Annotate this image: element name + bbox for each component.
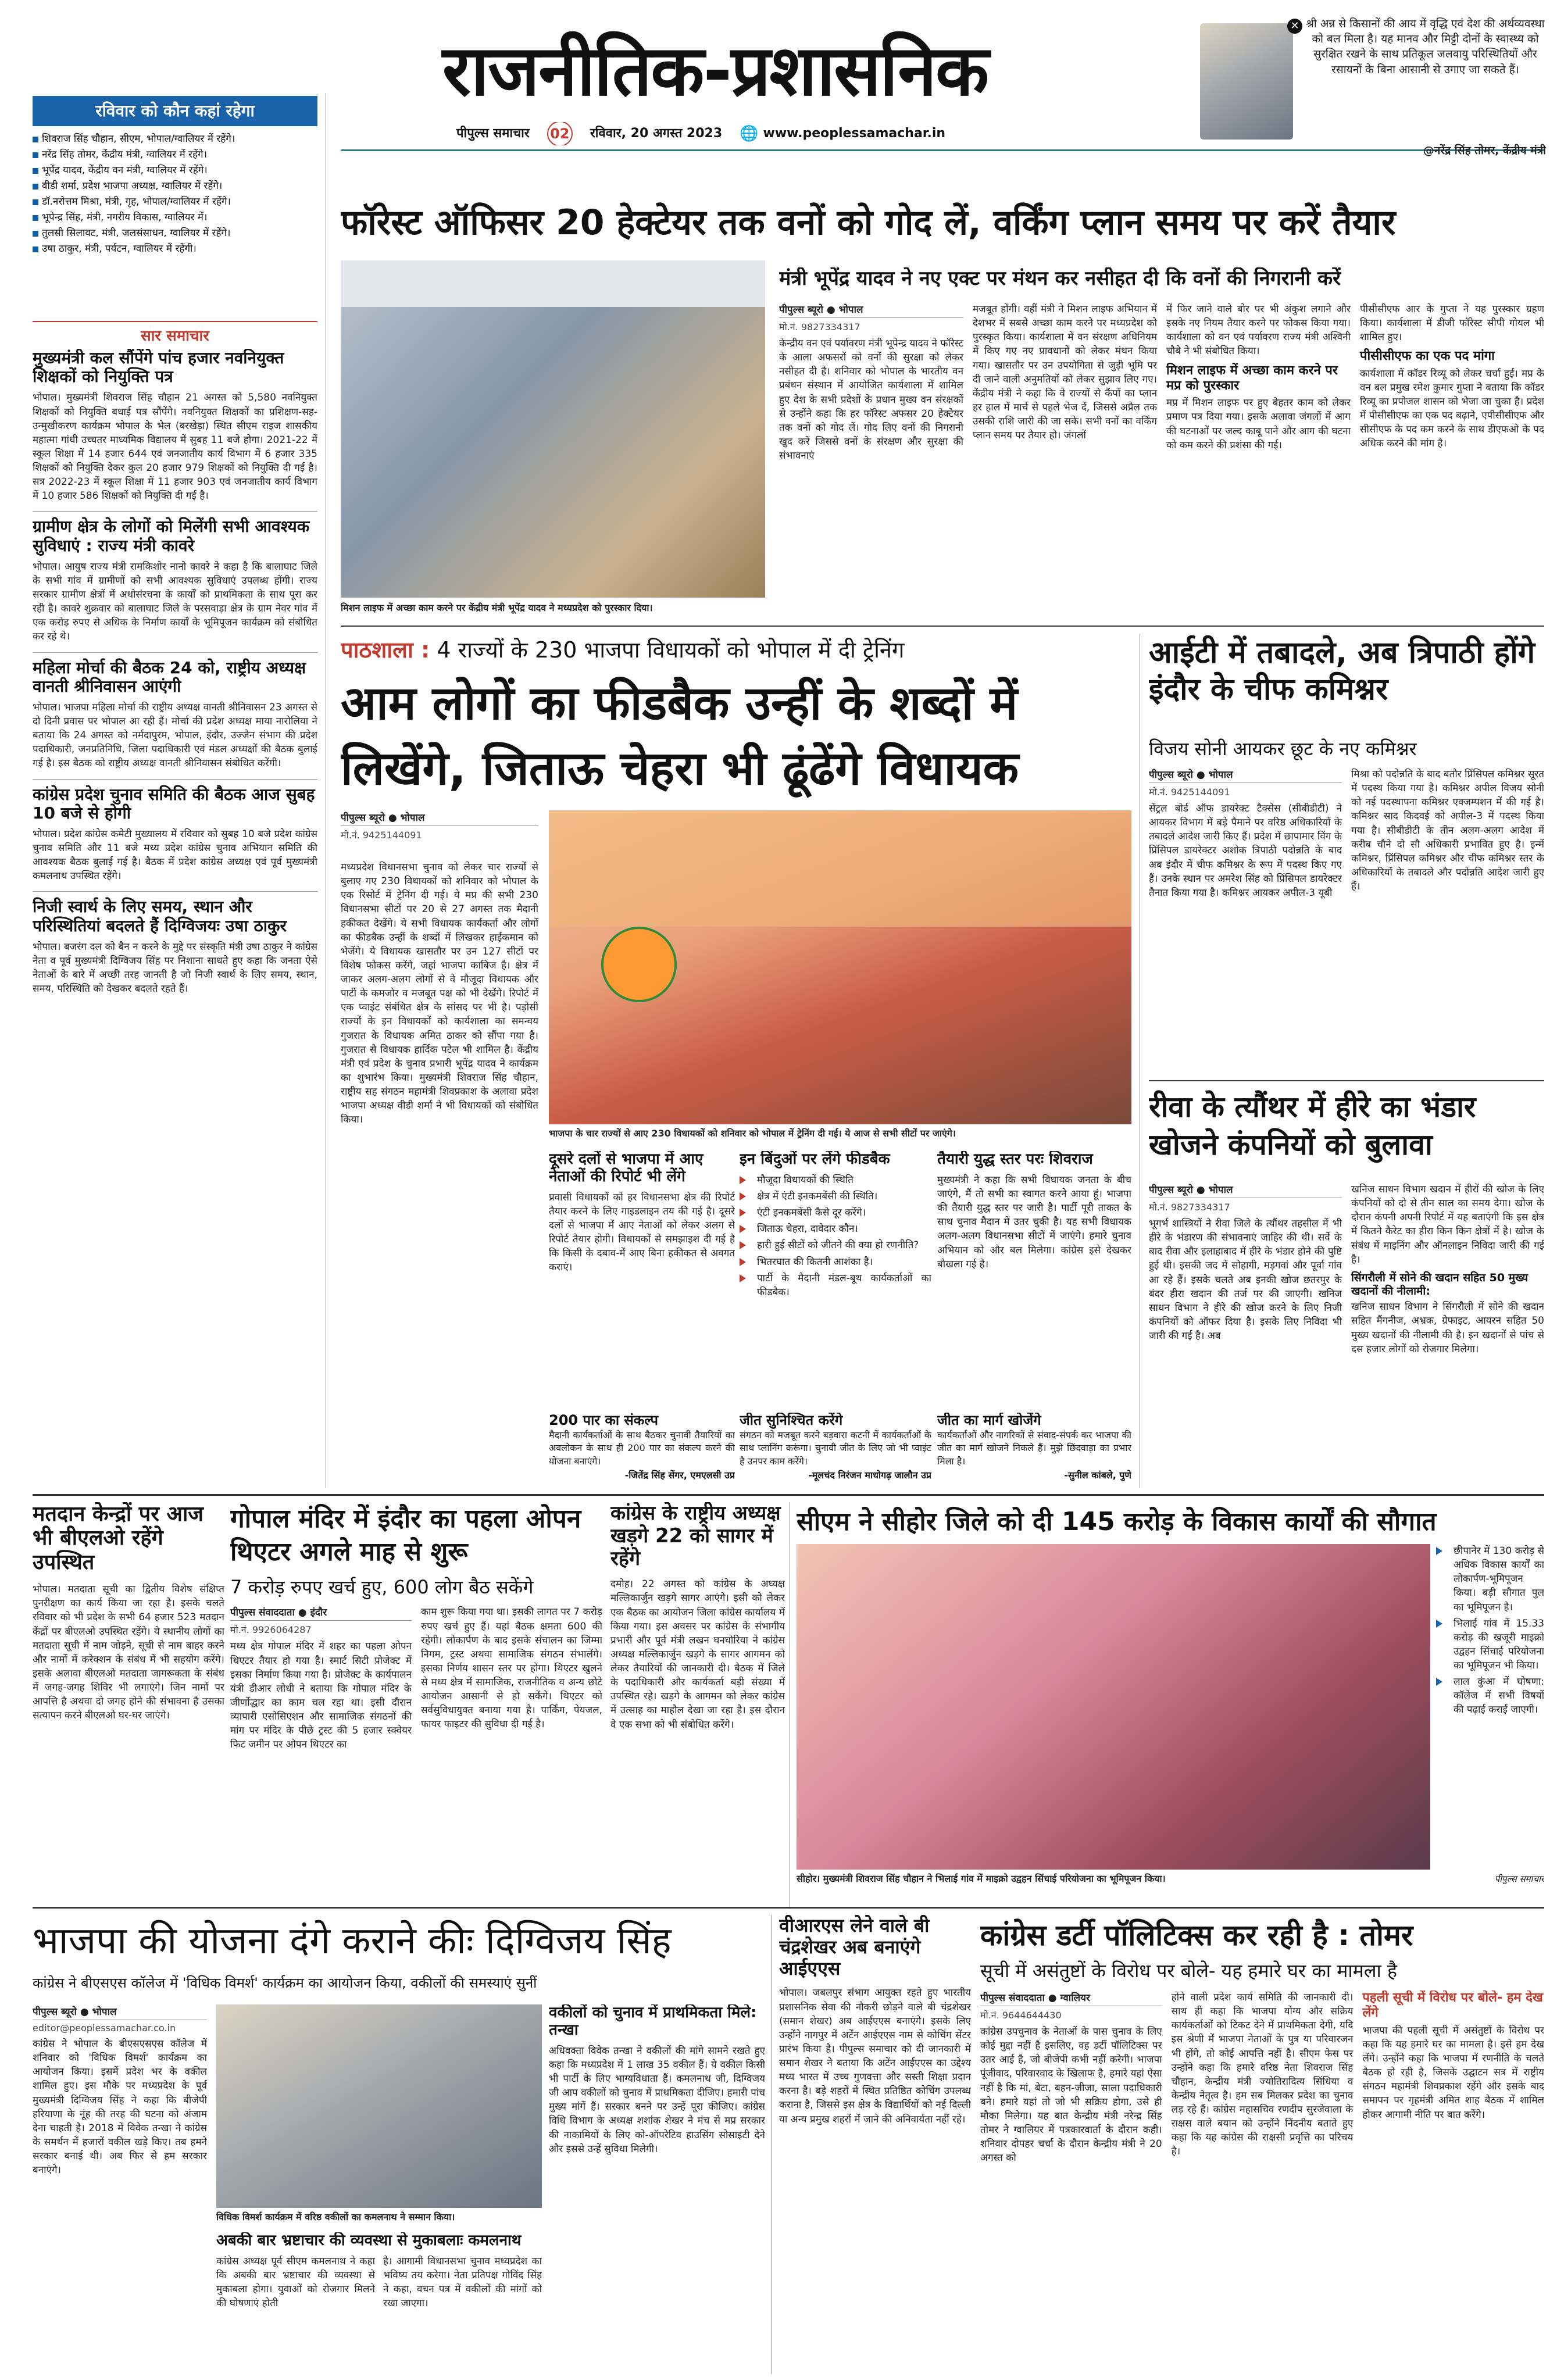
tomar-body (980, 1991, 1544, 2377)
training-kicker-line (341, 632, 1131, 667)
tomar-subsection-head: पहली सूची में विरोध पर बोले- हम देख लेंगे (1362, 1991, 1543, 2021)
training-kicker: पाठशाला : (341, 637, 430, 663)
box-body: प्रवासी विधायकों को हर विधानसभा क्षेत्र की रिपोर्ट तैयार करने के लिए गाइडलाइन तय की गई है। दूसरे दलों से भाजपा में आए नेताओं को लेकर अलग से रिपोर्ट तैयार होगी। विधायकों से समझाइश दी गई है कि किसी के दबाव-में आए बिना हकीकत से अवगत कराएं। (549, 1191, 735, 1274)
training-box-reports (549, 1151, 735, 1413)
training-mobile: मो.नं. 9425144091 (341, 830, 422, 841)
it-text-2: मिश्रा को पदोन्नति के बाद बतौर प्रिंसिपल कमिश्नर सूरत में पदस्थ किया गया है। कमिश्नर अपील विजय सोनी को नई पदस्थापना कमिश्नर एक्जम्पशन में की गई है। कमिश्नर साद किदवई को अपील-3 में पदस्थ किया गया है। सीबीडीटी के तीन अलग-अलग आदेश में करीब चौने दो सौ अधिकारी प्रभावित हुए है। इन्में कमिश्नर, प्रिंसिपल कमिश्नर और चीफ कमिश्नर स्तर के अधिकारियों के तबादले और पदोन्नति आदेश जारी हुए हैं। (1351, 769, 1544, 892)
quote-box (1200, 12, 1549, 163)
training-box-shivraj (937, 1151, 1131, 1413)
sidebar-where-title: रविवार को कौन कहां रहेगा (95, 101, 255, 120)
list-item: जिताऊ चेहरा, दावेदार कौन। (740, 1222, 931, 1236)
sehore-photo-credit: पीपुल्स समाचार (1494, 1874, 1544, 1884)
forest-col-3 (1166, 302, 1351, 619)
diamond-col-1 (1149, 1182, 1342, 1488)
digvijay-byline: पीपुल्स ब्यूरो ● भोपाल (33, 2004, 207, 2020)
list-item: तुलसी सिलावट, मंत्री, जलसंसाधन, ग्वालियर में रहेंगे। (33, 227, 317, 240)
diamond-mobile: मो.नं. 9827334317 (1149, 1202, 1230, 1213)
it-body (1149, 767, 1544, 1070)
arrow-bullet-icon (740, 1258, 752, 1266)
it-col-1 (1149, 767, 1342, 1070)
list-item: लाल कुंआ में घोषणा: कॉलेज में सभी विषयों की पढ़ाई कराई जाएगी। (1436, 1675, 1544, 1717)
forest-photo-caption: मिशन लाइफ में अच्छा काम करने पर केंद्रीय मंत्री भूपेंद्र यादव ने मध्यप्रदेश को पुरस्कार दिया। (341, 602, 653, 613)
tomar-col-3 (1362, 1991, 1544, 2377)
photo-backdrop (341, 260, 765, 307)
tomar-text-1: कांग्रेस उपचुनाव के नेताओं के पास चुनाव के लिए कोई मुद्दा नहीं है इसलिए, वह डर्टी पॉलिटिक्स पर उतर आई है, जो बीजेपी कभी नहीं करेगी। भाजपा पूंजीवाद, परिवारवाद के खिलाफ है, हमारे यहां ऐसा नहीं है कि मां, बेटा, बहन-जीजा, साला पदाधिकारी बने। हमारे यहां तो जो भी सक्रिय होगा, उसे ही मौका मिलेगा। यह बात केन्द्रीय मंत्री नरेन्द्र सिंह तोमर ने ग्वालियर में पत्रकारवार्ता के दौरान कही। शनिवार दोपहर चर्चा के दौरान केन्द्रीय मंत्री ने 20 अगस्त को (980, 2026, 1162, 2164)
news-item (33, 349, 317, 503)
kharge-body: दमोह। 22 अगस्त को कांग्रेस के अध्यक्ष मल्लिकार्जुन खड़गे सागर आएंगे। इसी को लेकर एक बैठक का आयोजन जिला कांग्रेस कार्यालय में किया गया। इस अवसर पर कांग्रेस के संभागीय प्रभारी और पूर्व मंत्री लखन घनघोरिया ने कांग्रेस अध्यक्ष मल्लिकार्जुन खड़गे के सागर आगमन को लेकर तैयारियों की जानकारी दी। बैठक में जिले के पदाधिकारी और कार्यकर्ता बड़ी संख्या में उपस्थित रहे। खड़गे के आगमन को लेकर कांग्रेस में उत्साह का माहौल देखा जा रहा है। इस दौरान वे एक सभा को भी संबोधित करेंगे। (610, 1578, 785, 1731)
list-item: उषा ठाकुर, मंत्री, पर्यटन, ग्वालियर में रहेंगी। (33, 242, 317, 256)
forest-col-4 (1360, 302, 1544, 619)
quote-author: @नरेंद्र सिंह तोमर, केंद्रीय मंत्री (1423, 144, 1546, 157)
gopal-columns (230, 1605, 602, 1752)
list-item: एंटी इनकमबेंसी कैसे दूर करेंगे। (740, 1206, 931, 1220)
training-headline-line-2: लिखेंगे, जिताऊ चेहरा भी ढूंढेंगे विधायक (341, 741, 1019, 795)
voters-headline: मतदान केन्द्रों पर आज भी बीएलओ रहेंगे उपस्थित (33, 1502, 203, 1574)
diamond-text-2: खनिज साधन विभाग खदान में हीरों की खोज के लिए कंपनियों को दो से तीन साल का समय देगा। खोज के दौरान कंपनी अपनी रिपोर्ट में यह बताएंगी कि इस क्षेत्र में कितने कैरेट का हीरा किन किन क्षेत्रों में है। खोज के संबंध में माइनिंग और ऑनलाइन निविदा जारी की गई है। (1351, 1184, 1544, 1266)
kamalnath-box (216, 2232, 542, 2377)
diamond-text-2b: खनिज साधन विभाग ने सिंगरौली में सोने की खदान सहित मैंगनीज, अभ्रक, ग्रेफाइट, आयरन सहित 50 मुख्य खदानों की नीलामी की है। इन खदानों से पांच से दस हजार लोगों को रोजगार मिलेगा। (1351, 1301, 1544, 1355)
training-quote-3 (937, 1413, 1131, 1488)
gopal-text-2: काम शुरू किया गया था। इसकी लागत पर 7 करोड़ रुपए खर्च हुए हैं। यहां बैठक क्षमता 600 की रहेगी। लोकार्पण के बाद इसके संचालन का जिम्मा निगम, ट्रस्ट अथवा सामाजिक संगठन संभालेंगे। इसका निर्णय शासन स्तर पर होगा। थिएटर खुलने से मध्य क्षेत्र में सामाजिक, राजनीतिक व अन्य छोटे आयोजन आसानी से हो सकेंगे। थिएटर को सर्वसुविधायुक्त बनाया गया है। पार्किंग, पेयजल, फायर फाइटर की सुविधा दी गई है। (421, 1606, 602, 1731)
list-item: भूपेंद्र यादव, केंद्रीय वन मंत्री, ग्वालियर में रहेंगे। (33, 164, 317, 177)
training-box-points (740, 1151, 931, 1413)
training-body: मध्यप्रदेश विधानसभा चुनाव को लेकर चार राज्यों से बुलाए गए 230 विधायकों को शनिवार को भोपाल के एक रिसोर्ट में ट्रेनिंग दी गई। ये मप्र की सभी 230 विधानसभा सीटों पर 20 से 27 अगस्त तक मैदानी हकीकत देखेंगे। ये सभी विधायक कार्यकर्ता और लोगों का फीडबैक उन्हीं के शब्दों में लिखकर हाईकमान को भेजेंगे। ये विधायक खासतौर पर उन 127 सीटों पर विशेष फोकस करेंगे, जहां भाजपा काबिज है। क्षेत्र में जाकर अलग-अलग लोगों से वे मौजूदा विधायक और पार्टी के कमजोर व मजबूत पक्ष को भी देखेंगे। रिपोर्ट में एक प्वाइंट संबंधित क्षेत्र के सांसद पर भी है। पड़ोसी राज्यों के इन विधायकों को कार्यशाला का समन्वय गुजरात के विधायक अमित ठाकर को सौंपा गया है। गुजरात से विधायक हार्दिक पटेल भी शामिल है। केंद्रीय मंत्री एवं प्रदेश के चुनाव प्रभारी भूपेंद्र यादव ने कार्यक्रम का शुभारंभ किया। मुख्यमंत्री शिवराज सिंह चौहान, राष्ट्रीय सह संगठन महामंत्री शिवप्रकाश के अलावा प्रदेश भाजपा अध्यक्ष वीडी शर्मा ने भी विधायकों को संबोधित किया। (341, 862, 538, 1126)
bjp-lotus-icon (601, 927, 677, 1002)
gopal-col-2 (421, 1605, 602, 1752)
forest-byline: पीपुल्स ब्यूरो ● भोपाल (779, 302, 963, 318)
section-divider (33, 1494, 1544, 1496)
diamond-col-2 (1351, 1182, 1544, 1488)
paper-name: पीपुल्स समाचार (456, 126, 530, 141)
column-divider (771, 1915, 772, 2374)
kharge-headline: कांग्रेस के राष्ट्रीय अध्यक्ष खड़गे 22 को सागर में रहेंगे (610, 1502, 781, 1571)
masthead-meta (378, 122, 1076, 145)
forest-text-3: में फिर जाने वाले बोर पर भी अंकुश लगाने और इसके नए नियम तैयार करने पर फोकस किया गया। कार्यशाला को वन एवं पर्यावरण राज्य मंत्री अश्विनी चौबे ने भी संबोधित किया। (1166, 303, 1351, 358)
list-item: भिलाई गांव में 15.33 करोड़ की खजूरी माइक्रो उद्वहन सिंचाई परियोजना का भूमिपूजन भी किया। (1436, 1617, 1544, 1673)
tomar-byline: पीपुल्स संवाददाता ● ग्वालियर (980, 1991, 1162, 2006)
digvijay-headline: भाजपा की योजना दंगे कराने कीः दिग्विजय सिंह (33, 1920, 672, 1963)
arrow-bullet-icon (740, 1225, 752, 1233)
digvijay-photo-caption: विधिक विमर्श कार्यक्रम में वरिष्ठ वकीलों का कमलनाथ ने सम्मान किया। (216, 2211, 455, 2222)
diamond-body (1149, 1182, 1544, 1488)
quote-body: संगठन को मजबूत करने बड़वारा कटनी में कार्यकर्ताओं के साथ प्लानिंग करूंगा। चुनावी जीत के लिए जो भी प्वाइंट है उनपर काम करेंगे। (740, 1429, 931, 1467)
forest-text-2: मजबूत होंगी। वहीं मंत्री ने मिशन लाइफ अभियान में देशभर में सबसे अच्छा काम करने पर मध्यप्रदेश को पुरस्कृत किया। कार्यशाला में वन संरक्षण अधिनियम में किए गए नए प्रावधानों को लेकर मंथन किया गया। खासतौर पर उन उपयोगिता से जुड़ी भूमि पर दी जाने वाली अनुमतियों को लेकर सुझाव लिए गए। केंद्रीय मंत्री ने कहा कि वे राज्यों से कैंपों का प्लान हर हाल में मार्च से पहले भेज दें, जिससे अप्रैल तक उसकी राशि जारी की जा सके। सभी वनों का वर्किंग प्लान समय पर तैयार हो। जंगलों (973, 303, 1157, 442)
it-headline: आईटी में तबादले, अब त्रिपाठी होंगे इंदौर के चीफ कमिश्नर (1149, 635, 1535, 707)
globe-icon: 🌐 (740, 125, 759, 142)
gopal-subhead: 7 करोड़ रुपए खर्च हुए, 600 लोग बैठ सकेंगे (230, 1576, 534, 1599)
news-body: भोपाल। बजरंग दल को बैन न करने के मुद्दे पर संस्कृति मंत्री उषा ठाकुर ने कांग्रेस नेता व पूर्व मुख्यमंत्री दिग्विजय सिंह पर निशाना साधते हुए कहा कि जनता ऐसे नेताओं के बारे में अच्छी तरह जानती है जो निजी स्वार्थ के लिए समय, स्थान, समय, परिस्थिति को देखकर बदलते रहते हैं। (33, 941, 317, 995)
forest-headline: फॉरेस्ट ऑफिसर 20 हेक्टेयर तक वनों को गोद लें, वर्किंग प्लान समय पर करें तैयार (341, 202, 1396, 243)
list-item: वीडी शर्मा, प्रदेश भाजपा अध्यक्ष, ग्वालियर में रहेंगे। (33, 180, 317, 193)
feedback-points-list (740, 1173, 931, 1299)
news-headline: मुख्यमंत्री कल सौंपेंगे पांच हजार नवनियुक्त शिक्षकों को नियुक्ति पत्र (33, 349, 284, 387)
bullet-icon (33, 215, 38, 221)
arrow-bullet-icon (740, 1209, 752, 1217)
vrs-headline: वीआरएस लेने वाले बी चंद्रशेखर अब बनाएंगे आईएएस (779, 1915, 930, 1979)
list-item: छीपानेर में 130 करोड़ से अधिक विकास कार्यों का लोकार्पण-भूमिपूजन किया। बड़ी सौगात पुल का भूमिपूजन है। (1436, 1544, 1544, 1614)
it-mobile: मो.नं. 9425144091 (1149, 787, 1230, 798)
box-headline: तैयारी युद्ध स्तर परः शिवराज (937, 1151, 1093, 1168)
training-quote-1 (549, 1413, 735, 1488)
tomar-text-3: भाजपा की पहली सूची में असंतुष्टों के विरोध पर कहा कि यह हमारे घर का मामला है। इसे हम देख लेंगे। उन्होंने कहा कि भाजपा में रणनीति के चलते बैठक हो रही है, जिसके उद्घाटन सत्र में राष्ट्रीय संगठन महामंत्री शिवप्रकाश रहेंगे और इसके बाद समापन पर गृहमंत्री अमित शाह बैठक में शामिल होकर आगामी नीति पर बात करेंगे। (1362, 2024, 1544, 2121)
digvijay-email[interactable]: editor@peoplessamachar.co.in (33, 2022, 176, 2034)
bullet-icon (33, 231, 38, 237)
quote-headline: 200 पार का संकल्प (549, 1413, 659, 1428)
gopal-story (230, 1502, 602, 1903)
vrs-body: भोपाल। जबलपुर संभाग आयुक्त रहते हुए भारतीय प्रशासनिक सेवा की नौकरी छोड़ने वाले बी चंद्रशेखर (समान शेखर) अब आईएएस बनाएंगे। इसके लिए उन्होंने नागपुर में अटेंन आईएएस नाम से कोचिंग सेंटर प्रारंभ किया है। पीपुल्स समाचार को दी जानकारी में समान शेखर ने बताया कि अटेंन आईएएस का उद्देश्य मध्य भारत में उच्च गुणवत्ता और सस्ती शिक्षा प्रदान करना है। बड़े शहरों में स्थित प्रतिष्ठित कोचिंग उपलब्ध कराना है, जिससे इस क्षेत्र के विद्यार्थियों को नई दिल्ली या अन्य प्रमुख शहरों में जाने की अनिवार्यता नहीं रहे। (779, 1987, 971, 2125)
quote-body: मैदानी कार्यकर्ताओं के साथ बैठकर चुनावी तैयारियों का अवलोकन के साथ ही 200 पार का संकल्प करने की योजना बनाएंगे। (549, 1429, 735, 1467)
training-kicker-text: 4 राज्यों के 230 भाजपा विधायकों को भोपाल में दी ट्रेनिंग (437, 637, 905, 663)
forest-photo (341, 260, 765, 598)
sehore-photo-caption: सीहोर। मुख्यमंत्री शिवराज सिंह चौहान ने भिलाई गांव में माइक्रो उद्वहन सिंचाई परियोजना का भूमिपूजन किया। (797, 1873, 1166, 1884)
quote-headline: जीत सुनिश्चित करेंगे (740, 1413, 843, 1428)
news-body: भोपाल। मुख्यमंत्री शिवराज सिंह चौहान 21 अगस्त को 5,580 नवनियुक्त शिक्षकों को नियुक्ति बधाई पत्र सौंपेंगे। नवनियुक्त शिक्षकों का प्रशिक्षण-सह-उन्मुखीकरण कार्यक्रम भोपाल के भेल (बरखेड़ा) स्थित सीएम राइज शासकीय महात्मा गांधी उच्चतर माध्यमिक विद्यालय में सुबह 11 बजे होगा। 2021-22 में स्कूल शिक्षा में 14 हजार 644 एवं जनजातीय कार्य विभाग में 6 हजार 335 शिक्षकों को नियुक्ति देकर कुल 20 हजार 979 शिक्षकों को नियुक्ति दी गई है। सत्र 2022-23 में स्कूल शिक्षा में 11 हजार 903 एवं जनजातीय कार्य विभाग में 10 हजार 586 शिक्षकों को नियुक्ति दी गई है। (33, 392, 317, 502)
sidebar-news-title: सार समाचार (33, 321, 317, 344)
quote-text: श्री अन्न से किसानों की आय में वृद्धि एवं देश की अर्थव्यवस्था को बल मिला है। यह मानव और मिट्टी दोनों के स्वास्थ्य को सुरक्षित रखने के साथ प्रतिकूल जलवायु परिस्थितियों और रसायनों के बिना आसानी से उगाए जा सकते हैं। (1306, 17, 1545, 76)
page-number: 02 (550, 126, 570, 142)
box-body: मुख्यमंत्री ने कहा कि सभी विधायक जनता के बीच जाएंगे, मैं तो सभी का स्वागत करने आया हूं। भाजपा की तैयारी युद्ध स्तर पर जारी है। पार्टी पूरी ताकत के साथ चुनाव मैदान में उतर चुकी है। यह सभी विधायक अलग-अलग विधानसभा सीटों में जाएंगे। हमारे चुनाव अभियान को और बल मिलेगा। कांग्रेस इसे देखकर बौखला गई है। (937, 1174, 1131, 1270)
sehore-headline: सीएम ने सीहोर जिले को दी 145 करोड़ के विकास कार्यों की सौगात (797, 1507, 1437, 1536)
gopal-col-1 (230, 1605, 412, 1752)
section-divider (33, 1907, 1544, 1909)
tomar-col-1 (980, 1991, 1162, 2377)
bullet-icon (33, 137, 38, 142)
news-body: भोपाल। भाजपा महिला मोर्चा की राष्ट्रीय अध्यक्ष वानती श्रीनिवासन 23 अगस्त से दो दिनी प्रवास पर भोपाल आ रही हैं। मोर्चा की प्रदेश अध्यक्ष माया नारोलिया ने बताया कि 24 अगस्त को नर्मदापुरम, भोपाल, इंदौर, उज्जैन संभाग की प्रदेश पदाधिकारी, जनप्रतिनिधि, जिला पदाधिकारी एवं मंडल अध्यक्षों की बैठक बुलाई गई है। इस बैठक को राष्ट्रीय अध्यक्ष वानती श्रीनिवासन संबोधित करेंगी। (33, 701, 317, 770)
kharge-story (610, 1502, 785, 1903)
bullet-icon (33, 184, 38, 190)
tankha-box (549, 2004, 765, 2377)
forest-col-1 (779, 302, 963, 619)
diamond-text-1: भूगर्भ शास्त्रियों ने रीवा जिले के त्यौंथर तहसील में भी हीरे के भंडारण की संभावनाएं जाहिर की थी। सर्वे के बाद रीवा और इलाहाबाद में हीरे के भंडार होने की पुष्टि हुई थी। इसकी जद में सोहागी, मड़गवां और पूर्वा गांव आ रहे हैं। इसके चलते अब इनकी खोज छतरपुर के बंदर हीरा खदान की तर्ज पर की जाएगी। खनिज साधन विभाग ने हीरे की खोज करने के लिए निजी कंपनियों को ऑफर दिया है। इसके लिए निविदा भी जारी की गई है। अब (1149, 1218, 1342, 1342)
quote-headline: जीत का मार्ग खोजेंगे (937, 1413, 1041, 1428)
kamalnath-columns (216, 2254, 542, 2311)
gopal-text-1: मध्य क्षेत्र गोपाल मंदिर में शहर का पहला ओपन थिएटर तैयार हो गया है। स्मार्ट सिटी प्रोजेक्ट में इसका निर्माण किया गया है। प्रोजेक्ट के कार्यपालन यंत्री डीआर लोधी ने बताया कि गोपाल मंदिर के जीर्णोद्धार का काम चल रहा था। इसी दौरान व्यापारी एसोसिएशन और सामाजिक संगठनों की मांग पर मंदिर के पीछे ट्रस्ट की 5 हजार स्क्वेयर फिट जमीन पर ओपन थिएटर का (230, 1641, 412, 1751)
arrow-bullet-icon (740, 1241, 752, 1249)
arrow-bullet-icon (1436, 1678, 1449, 1686)
tomar-subhead: सूची में असंतुष्टों के विरोध पर बोले- यह हमारे घर का मामला है (980, 1960, 1397, 1982)
vrs-story (779, 1915, 971, 2374)
list-item: क्षेत्र में एंटी इनकमबेंसी की स्थिति। (740, 1189, 931, 1203)
forest-body (779, 302, 1544, 619)
gopal-mobile: मो.नं. 9926064287 (230, 1624, 312, 1636)
section-divider (341, 626, 1544, 627)
forest-col-2 (973, 302, 1157, 619)
box-headline: अबकी बार भ्रष्टाचार की व्यवस्था से मुकाबलाः कमलनाथ (216, 2232, 522, 2249)
forest-text-4: पीसीसीएफ आर के गुप्ता ने यह पुरस्कार ग्रहण किया। कार्यशाला में डीजी फॉरेस्ट सीपी गोयल भी शामिल हुए। (1360, 303, 1544, 344)
training-quote-2 (740, 1413, 931, 1488)
box-headline: इन बिंदुओं पर लेंगे फीडबैक (740, 1151, 890, 1168)
diamond-headline: रीवा के त्यौंथर में हीरे का भंडार खोजने कंपनियों को बुलावा (1149, 1090, 1476, 1162)
it-subhead: विजय सोनी आयकर छूट के नए कमिश्नर (1149, 738, 1417, 760)
list-item: डॉ.नरोत्तम मिश्रा, मंत्री, गृह, भोपाल/ग्वालियर में रहेंगे। (33, 195, 317, 209)
tomar-text-2: होने वाली प्रदेश कार्य समिति की जानकारी दी। साथ ही कहा कि भाजपा योग्य और सक्रिय कार्यकर्ताओं को टिकट देने में प्राथमिकता देगी, यदि इस श्रेणी में भाजपा नेताओं के पुत्र या परिवारजन भी होंगे, तो कोई आपत्ति नहीं है। सीएम फेस पर उन्होंने कहा कि हमारे वरिष्ठ नेता शिवराज सिंह चौहान, केन्द्रीय मंत्री ज्योतिरादित्य सिंधिया व केन्द्रीय नेतृत्व है। हम सब मिलकर प्रदेश का चुनाव लड़ रहे हैं। कांग्रेस महासचिव रणदीप सुरजेवाला के राक्षस वाले बयान को उन्होंने निंदनीय बताते हुए कहा कि यह कांग्रेस की राक्षसी प्रवृत्ति का परिचय है। (1171, 1992, 1354, 2158)
website-link[interactable]: www.peoplessamachar.in (763, 126, 946, 141)
quote-attribution: -मूलचंद निरंजन माधोगढ़ जालौन उप्र (808, 1469, 931, 1481)
news-item (33, 511, 317, 644)
tomar-col-2 (1172, 1991, 1354, 2377)
news-headline: महिला मोर्चा की बैठक 24 को, राष्ट्रीय अध्यक्ष वानती श्रीनिवासन आएंगी (33, 657, 306, 696)
gopal-headline: गोपाल मंदिर में इंदौर का पहला ओपन थिएटर अगले माह से शुरू (230, 1504, 581, 1567)
sehore-photo (797, 1544, 1430, 1870)
list-item: पार्टी के मैदानी मंडल-बूथ कार्यकर्ताओं का फीडबैक। (740, 1271, 931, 1299)
quote-attribution: -जितेंद्र सिंह सेंगर, एमएलसी उप्र (624, 1469, 735, 1481)
kamalnath-text-1: कांग्रेस अध्यक्ष पूर्व सीएम कमलनाथ ने कहा कि अबकी बार भ्रष्टाचार की व्यवस्था से मुकाबला होगा। युवाओं को रोजगार मिलने की घोषणाएं होती (216, 2255, 375, 2310)
sidebar-news (33, 349, 317, 1532)
news-body: भोपाल। आयुष राज्य मंत्री रामकिशोर नानो कावरे ने कहा है कि बालाघाट जिले के सभी गांव में ग्रामीणों को सभी आवश्यक सुविधाएं उपलब्ध होंगी। राज्य सरकार ग्रामीण क्षेत्रों में अधोसंरचना के कार्यों को प्राथमिकता के साथ पूरा कर रही है। कावरे शुक्रवार को बालाघाट जिले के परसवाड़ा क्षेत्र के ग्राम नेवर गांव में एक करोड़ रुपए से अधिक के निर्माण कार्यों के भूमिपूजन कार्यक्रम को संबोधित कर रहे थे। (33, 560, 317, 643)
list-item: भूपेन्द्र सिंह, मंत्री, नगरीय विकास, ग्वालियर में। (33, 211, 317, 224)
quote-attribution: -सुनील कांबले, पुणे (1064, 1469, 1131, 1481)
forest-mobile: मो.नं. 9827334317 (779, 321, 860, 333)
forest-text-4b: कार्यशाला में कॉडर रिव्यू को लेकर चर्चा हुई। मप्र के वन बल प्रमुख रमेश कुमार गुप्ता ने बताया कि कॉडर रिव्यू का प्रपोजल शासन को भेजा जा चुका है। प्रदेश में पीसीसीएफ का एक पद बढ़ाने, एपीसीसीएफ और सीसीएफ के पद कम करने के साथ डीएफओ के पद अधिक करने की मांग है। (1360, 367, 1544, 450)
list-item: हारी हुई सीटों को जीतने की क्या हो रणनीति? (740, 1238, 931, 1252)
news-item (33, 652, 317, 771)
bullet-icon (33, 168, 38, 174)
arrow-bullet-icon (740, 1274, 752, 1282)
box-headline: दूसरे दलों से भाजपा में आए नेताओं की रिपोर्ट भी लेंगे (549, 1151, 703, 1185)
it-text-1: सेंट्रल बोर्ड ऑफ डायरेक्ट टैक्सेस (सीबीडीटी) ने आयकर विभाग में बड़े पैमाने पर वरिष्ठ अधिकारियों के तबादले आदेश जारी किए हैं। प्रदेश में छापामार विंग के प्रिंसिपल डायरेक्टर अशोक त्रिपाठी पदोन्नति के बाद अब इंदौर में चीफ कमिश्नर के रूप में पदस्थ किए गए हैं। उनके स्थान पर अमरेश सिंह को प्रिंसिपल डायरेक्टर तैनात किया गया है। कमिश्नर आयकर अपील-3 यूबी (1149, 803, 1342, 899)
voters-story (33, 1502, 224, 1903)
diamond-subsection-head: सिंगरौली में सोने की खदान सहित 50 मुख्य खदानों की नीलामी: (1351, 1271, 1529, 1298)
digvijay-col-left (33, 2004, 207, 2377)
news-item (33, 779, 317, 884)
sidebar-where-title-bar (33, 96, 317, 126)
list-item: नरेंद्र सिंह तोमर, केंद्रीय मंत्री, ग्वालियर में रहेंगे। (33, 148, 317, 162)
page-number-badge (547, 122, 573, 145)
sidebar-where-list (33, 133, 317, 307)
tomar-mobile: मो.नं. 9644644430 (980, 2010, 1062, 2021)
quote-body: कार्यकर्ताओं और नागरिकों से संवाद-संपर्क कर भाजपा की जीत का मार्ग खोजने निकले हैं। मुझे छिंदवाड़ा का प्रभार मिला है। (937, 1429, 1131, 1467)
diamond-byline: पीपुल्स ब्यूरो ● भोपाल (1149, 1182, 1342, 1198)
list-item: मौजूदा विधायकों की स्थिति (740, 1173, 931, 1187)
training-byline: पीपुल्स ब्यूरो ● भोपाल (341, 810, 538, 826)
bullet-icon (33, 152, 38, 158)
list-item: भितरघात की कितनी आशंका है। (740, 1255, 931, 1269)
training-photo (549, 810, 1131, 1124)
issue-date: रविवार, 20 अगस्त 2023 (590, 126, 723, 141)
it-byline: पीपुल्स ब्यूरो ● भोपाल (1149, 767, 1342, 783)
forest-subsection-head: पीसीसीएफ का एक पद मांगा (1360, 349, 1495, 364)
tomar-headline: कांग्रेस डर्टी पॉलिटिक्स कर रही है : तोमर (980, 1918, 1413, 1952)
box-body: अधिवक्ता विवेक तन्खा ने वकीलों की मांगे सामने रखते हुए कहा कि मध्यप्रदेश में 1 लाख 35 वकील हैं। ये वकील किसी भी पार्टी के लिए भाग्यविधाता हैं। कमलनाथ जी, दिग्विजय जी आप वकीलों को चुनाव में प्राथमिकता दीजिए। हमारी पांच मुख्य मांगें हैं। सरकार बनने पर उन्हें पूरा कीजिए। कांग्रेस विधि विभाग के अध्यक्ष शशांक शेखर ने मंच से मप्र सरकार की नाकामियों के लिए को-ऑपरेटिव हाउसिंग सोसाइटी देने और इससे उन्हें सुविधा मिलेगी। (549, 2045, 765, 2155)
news-item (33, 891, 317, 996)
section-divider (1149, 1080, 1544, 1081)
forest-subhead: मंत्री भूपेंद्र यादव ने नए एक्ट पर मंथन कर नसीहत दी कि वनों की निगरानी करें (779, 267, 1341, 290)
training-headline-line-1: आम लोगों का फीडबैक उन्हीं के शब्दों में (341, 676, 1018, 730)
forest-text-1: केन्द्रीय वन एवं पर्यावरण मंत्री भूपेन्द्र यादव ने फॉरेस्ट के आला अफसरों को वनों की सुरक्षा को लेकर नसीहत दी है। शनिवार को भोपाल के भारतीय वन प्रबंधन संस्थान में आयोजित कार्यशाला में शामिल हुए देश के सभी प्रदेशों के प्रधान मुख्य वन संरक्षकों से उन्होंने कहा कि हर फॉरेस्ट अफसर 20 हेक्टेयर तक वनों को गोद लें। गोद लिए वनों की निगरानी खुद करें जिससे वनों के संरक्षण और सुरक्षा की संभावनाएं (779, 338, 963, 462)
kamalnath-text-2: है। आगामी विधानसभा चुनाव मध्यप्रदेश का भविष्य तय करेगा। नेता प्रतिपक्ष गोविंद सिंह ने कहा, वचन पत्र में वकीलों की मांगों को रखा जाएगा। (383, 2255, 542, 2310)
arrow-bullet-icon (740, 1192, 752, 1200)
digvijay-photo (216, 2004, 542, 2208)
stage-backdrop (549, 810, 1131, 927)
digvijay-body: कांग्रेस ने भोपाल के बीएसएसएस कॉलेज में शनिवार को 'विधिक विमर्श' कार्यक्रम का आयोजन किया। इसमें प्रदेश भर के वकील शामिल हुए। इस मौके पर मध्यप्रदेश के पूर्व मुख्यमंत्री दिग्विजय सिंह ने कहा कि बीजेपी हरियाणा के नूंह की तरह की घटना को अंजाम देना चाहती है। 2018 में विवेक तन्खा ने कांग्रेस के समर्थन में हजारों वकील खड़े किए। तब हमने सरकार बनाई थी। अब फिर से हम सरकार बनाएंगे। (33, 2038, 207, 2177)
box-headline: वकीलों को चुनाव में प्राथमिकता मिले: तन्खा (549, 2004, 757, 2039)
gopal-byline: पीपुल्स संवाददाता ● इंदौर (230, 1605, 412, 1621)
news-headline: निजी स्वार्थ के लिए समय, स्थान और परिस्थितियां बदलते हैं दिग्विजयः उषा ठाकुर (33, 897, 287, 935)
bullet-icon (33, 246, 38, 252)
x-logo-icon: ✕ (1287, 19, 1302, 34)
digvijay-subhead: कांग्रेस ने बीएसएस कॉलेज में 'विधिक विमर्श' कार्यक्रम का आयोजन किया, वकीलों की समस्याएं सुनीं (33, 1975, 537, 1991)
it-col-2 (1351, 767, 1544, 1070)
list-item: शिवराज सिंह चौहान, सीएम, भोपाल/ग्वालियर में रहेंगे। (33, 133, 317, 146)
training-photo-caption: भाजपा के चार राज्यों से आए 230 विधायकों को शनिवार को भोपाल में ट्रेनिंग दी गई। ये आज से सभी सीटों पर जाएंगे। (549, 1128, 956, 1139)
minister-portrait (1200, 23, 1293, 140)
arrow-bullet-icon (740, 1176, 752, 1184)
news-headline: ग्रामीण क्षेत्र के लोगों को मिलेंगी सभी आवश्यक सुविधाएं : राज्य मंत्री कावरे (33, 517, 310, 555)
bullet-icon (33, 199, 38, 205)
news-body: भोपाल। प्रदेश कांग्रेस कमेटी मुख्यालय में रविवार को सुबह 10 बजे प्रदेश कांग्रेस चुनाव समिति और 11 बजे मध्य प्रदेश कांग्रेस चुनाव अभियान समिति की आवश्यक बैठक बुलाई गई है। बैठक में प्रदेश कांग्रेस अध्यक्ष एवं पूर्व मुख्यमंत्री कमलनाथ उपस्थित रहेंगे। (33, 828, 317, 882)
forest-subsection-head: मिशन लाइफ में अच्छा काम करने पर मप्र को पुरस्कार (1166, 363, 1338, 393)
arrow-bullet-icon (1436, 1547, 1449, 1555)
sehore-highlights (1436, 1544, 1544, 1870)
news-headline: कांग्रेस प्रदेश चुनाव समिति की बैठक आज सुबह 10 बजे से होगी (33, 784, 315, 823)
arrow-bullet-icon (1436, 1620, 1449, 1628)
page-title: राजनीतिक-प्रशासनिक (442, 31, 988, 112)
forest-text-3b: मप्र में मिशन लाइफ पर हुए बेहतर काम को लेकर प्रमाण पत्र दिया गया। इसके अलावा जंगलों में आग की घटनाओं पर जल्द काबू पाने और आग की घटना को कम करने की प्रशंसा की गई। (1166, 397, 1351, 451)
voters-body: भोपाल। मतदाता सूची का द्वितीय विशेष संक्षिप्त पुनरीक्षण का कार्य किया जा रहा है। इसके चलते रविवार को भी प्रदेश के सभी 64 हजार 523 मतदान केंद्रों पर बीएलओ उपस्थित रहेंगे। ये स्थानीय लोगों का मतदाता सूची में नाम जोड़ने, सूची से नाम बाहर करने और नामों में करेक्शन के संबंध में भी सहयोग करेंगे। इसके अलावा बीएलओ मतदाता जागरूकता के संबंध में जगह-जगह शिविर भी लगाएंगे। जिन नामों पर आपत्ति है अथवा दो जगह होने की संभावना है उसका सत्यापन करने बीएलओ घर-घर जाएंगे। (33, 1584, 224, 1722)
